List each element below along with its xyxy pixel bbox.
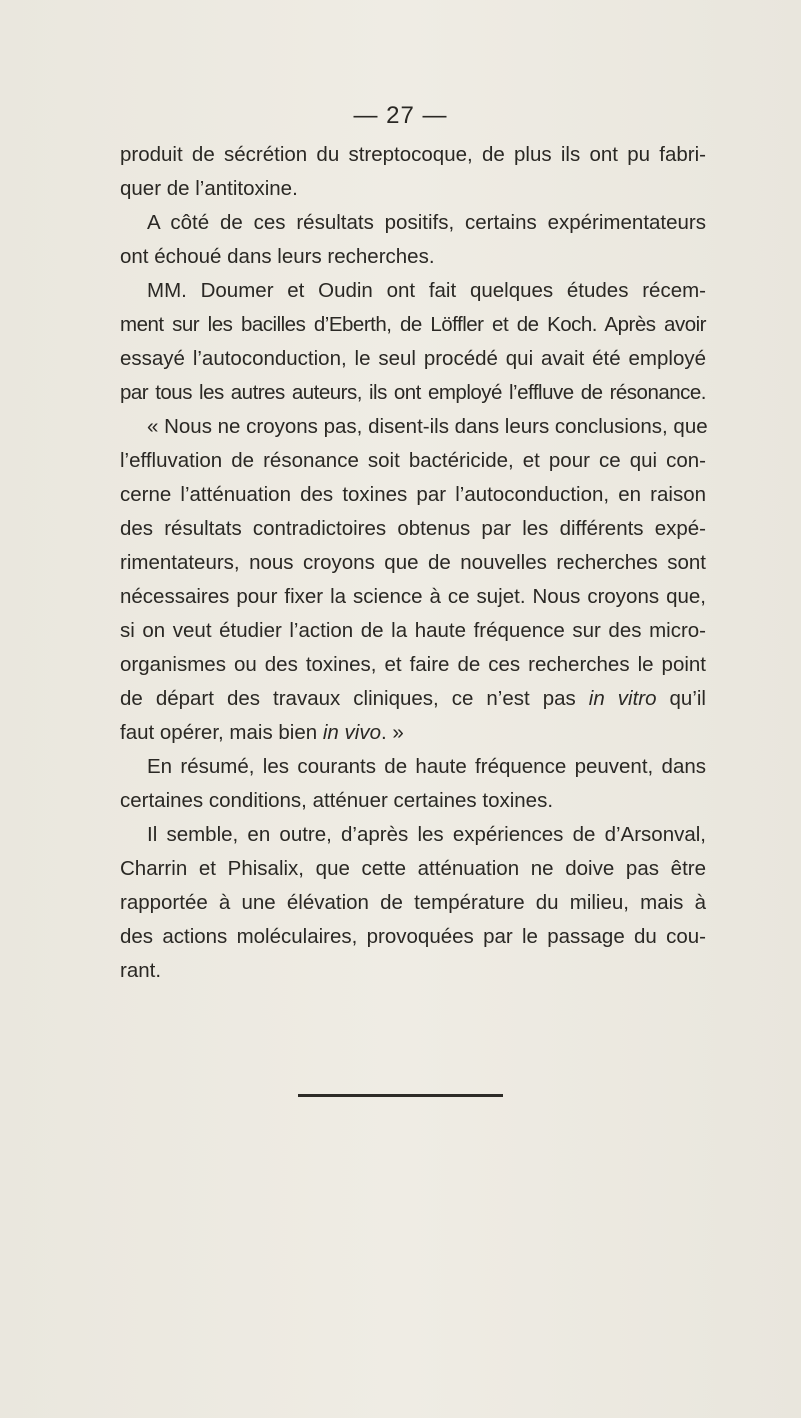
text-line: des actions moléculaires, provoquées par le passage du cou- bbox=[120, 925, 706, 948]
text-line: rapportée à une élévation de température du milieu, mais à bbox=[120, 891, 706, 914]
body-text bbox=[120, 138, 706, 988]
text-line: cerne l’atténuation des toxines par l’autoconduction, en raison bbox=[120, 483, 706, 506]
text-line: MM. Doumer et Oudin ont fait quelques études récem- bbox=[147, 279, 706, 302]
page-number: — 27 — bbox=[353, 102, 448, 129]
text-line: certaines conditions, atténuer certaines toxines. bbox=[120, 789, 554, 812]
text-line: produit de sécrétion du streptocoque, de plus ils ont pu fabri- bbox=[120, 143, 706, 166]
text-line: si on veut étudier l’action de la haute fréquence sur des micro- bbox=[120, 619, 706, 642]
line-text: . » bbox=[380, 721, 404, 744]
text-line: par tous les autres auteurs, ils ont employé l’effluve de résonance. bbox=[120, 381, 706, 404]
line-text: qu’il bbox=[669, 687, 706, 710]
text-line: rant. bbox=[120, 959, 162, 982]
text-line bbox=[120, 716, 706, 750]
line-text: faut opérer, mais bien bbox=[120, 721, 318, 744]
text-line: En résumé, les courants de haute fréquence peuvent, dans bbox=[147, 755, 706, 778]
text-line: des résultats contradictoires obtenus par les différents expé- bbox=[120, 517, 706, 540]
text-line: ont échoué dans leurs recherches. bbox=[120, 245, 435, 268]
line-text: de départ des travaux cliniques, ce n’est pas bbox=[120, 687, 576, 710]
text-line: Charrin et Phisalix, que cette atténuation ne doive pas être bbox=[120, 857, 706, 880]
text-line: ment sur les bacilles d’Eberth, de Löffler et de Koch. Après avoir bbox=[120, 313, 706, 336]
section-rule bbox=[298, 1094, 503, 1097]
text-line: A côté de ces résultats positifs, certains expérimentateurs bbox=[147, 211, 706, 234]
italic-term: in vitro bbox=[588, 687, 657, 710]
text-line: rimentateurs, nous croyons que de nouvelles recherches sont bbox=[120, 551, 706, 574]
text-line: « Nous ne croyons pas, disent-ils dans leurs conclusions, que bbox=[147, 415, 708, 438]
text-line: quer de l’antitoxine. bbox=[120, 177, 298, 200]
text-line bbox=[120, 682, 706, 716]
text-line: nécessaires pour fixer la science à ce sujet. Nous croyons que, bbox=[120, 585, 706, 608]
text-line: Il semble, en outre, d’après les expériences de d’Arsonval, bbox=[147, 823, 706, 846]
text-line: organismes ou des toxines, et faire de ces recherches le point bbox=[120, 653, 706, 676]
text-line: l’effluvation de résonance soit bactéricide, et pour ce qui con- bbox=[120, 449, 706, 472]
text-line: essayé l’autoconduction, le seul procédé qui avait été employé bbox=[120, 347, 706, 370]
italic-term: in vivo bbox=[322, 721, 381, 744]
